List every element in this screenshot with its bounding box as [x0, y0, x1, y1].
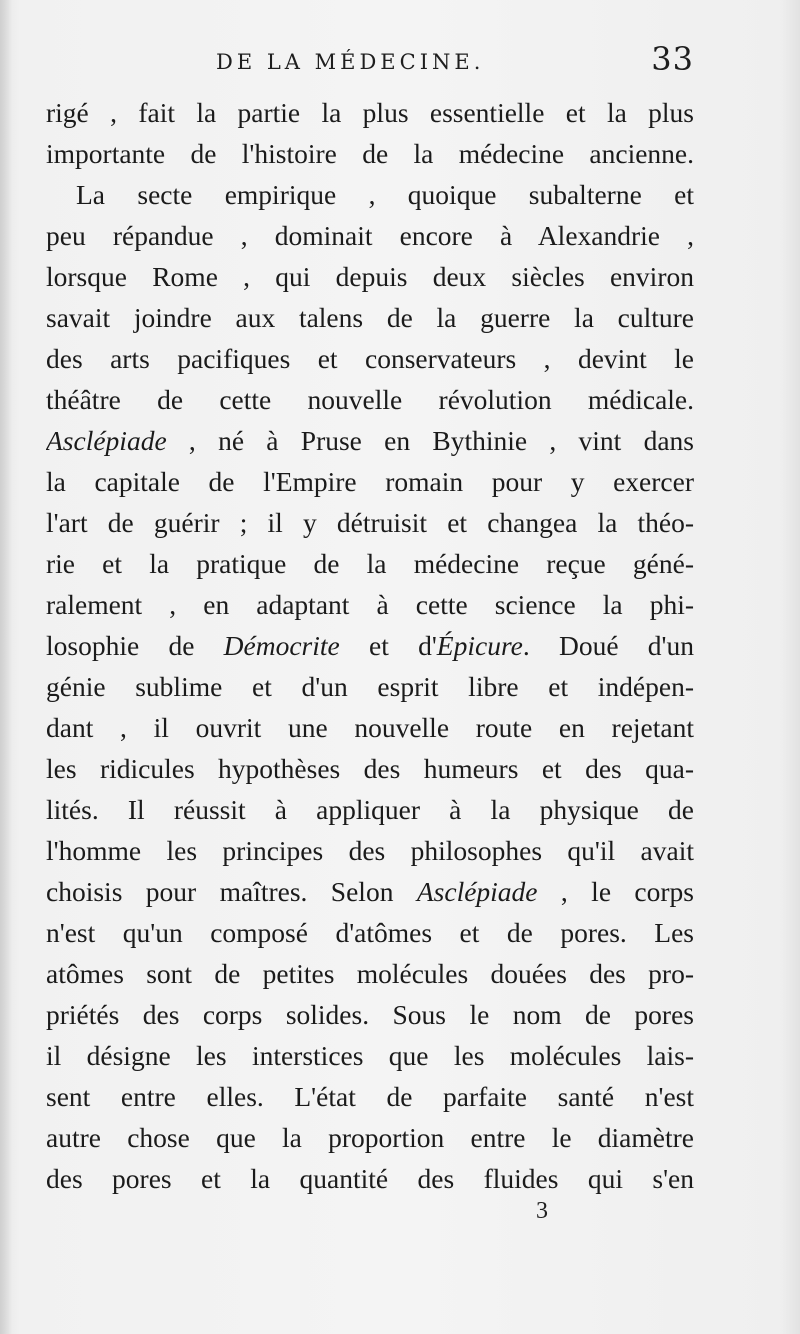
- page-number: 33: [651, 40, 694, 78]
- body-text: [46, 92, 694, 1199]
- text-line: autre chose que la proportion entre le diamètre: [46, 1122, 694, 1153]
- text-line: importante de l'histoire de la médecine ancienne.: [46, 138, 694, 169]
- text-line: des pores et la quantité des fluides qui s'en: [46, 1163, 694, 1194]
- text-line: il désigne les interstices que les molécules lais-: [46, 1040, 694, 1071]
- text-line: dant , il ouvrit une nouvelle route en rejetant: [46, 712, 694, 743]
- running-head: DE LA MÉDECINE.: [216, 50, 485, 74]
- text-line: peu répandue , dominait encore à Alexandrie ,: [46, 220, 694, 251]
- text-line: lorsque Rome , qui depuis deux siècles environ: [46, 261, 694, 292]
- text-line: priétés des corps solides. Sous le nom de pores: [46, 999, 694, 1030]
- text-line: théâtre de cette nouvelle révolution médicale.: [46, 384, 694, 415]
- text-line: les ridicules hypothèses des humeurs et des qua-: [46, 753, 694, 784]
- signature-mark: 3: [536, 1198, 548, 1224]
- text-line: génie sublime et d'un esprit libre et indépen-: [46, 671, 694, 702]
- text-line: l'homme les principes des philosophes qu'il avait: [46, 835, 694, 866]
- text-line: rigé , fait la partie la plus essentielle et la plus: [46, 97, 694, 128]
- text-line: losophie de Démocrite et d'Épicure. Doué d'un: [46, 630, 694, 661]
- text-line: rie et la pratique de la médecine reçue géné-: [46, 548, 694, 579]
- text-line: choisis pour maîtres. Selon Asclépiade , le corps: [46, 876, 694, 907]
- text-line: des arts pacifiques et conservateurs , devint le: [46, 343, 694, 374]
- text-line: n'est qu'un composé d'atômes et de pores. Les: [46, 917, 694, 948]
- text-line: la capitale de l'Empire romain pour y exercer: [46, 466, 694, 497]
- paragraph-first-line: La secte empirique , quoique subalterne et: [76, 179, 694, 210]
- text-line: ralement , en adaptant à cette science la phi-: [46, 589, 694, 620]
- text-line: sent entre elles. L'état de parfaite santé n'est: [46, 1081, 694, 1112]
- text-line: Asclépiade , né à Pruse en Bythinie , vint dans: [46, 425, 694, 456]
- text-line: atômes sont de petites molécules douées des pro-: [46, 958, 694, 989]
- text-line: lités. Il réussit à appliquer à la physique de: [46, 794, 694, 825]
- text-line: l'art de guérir ; il y détruisit et changea la théo-: [46, 507, 694, 538]
- text-line: savait joindre aux talens de la guerre la culture: [46, 302, 694, 333]
- page-header: [48, 38, 694, 82]
